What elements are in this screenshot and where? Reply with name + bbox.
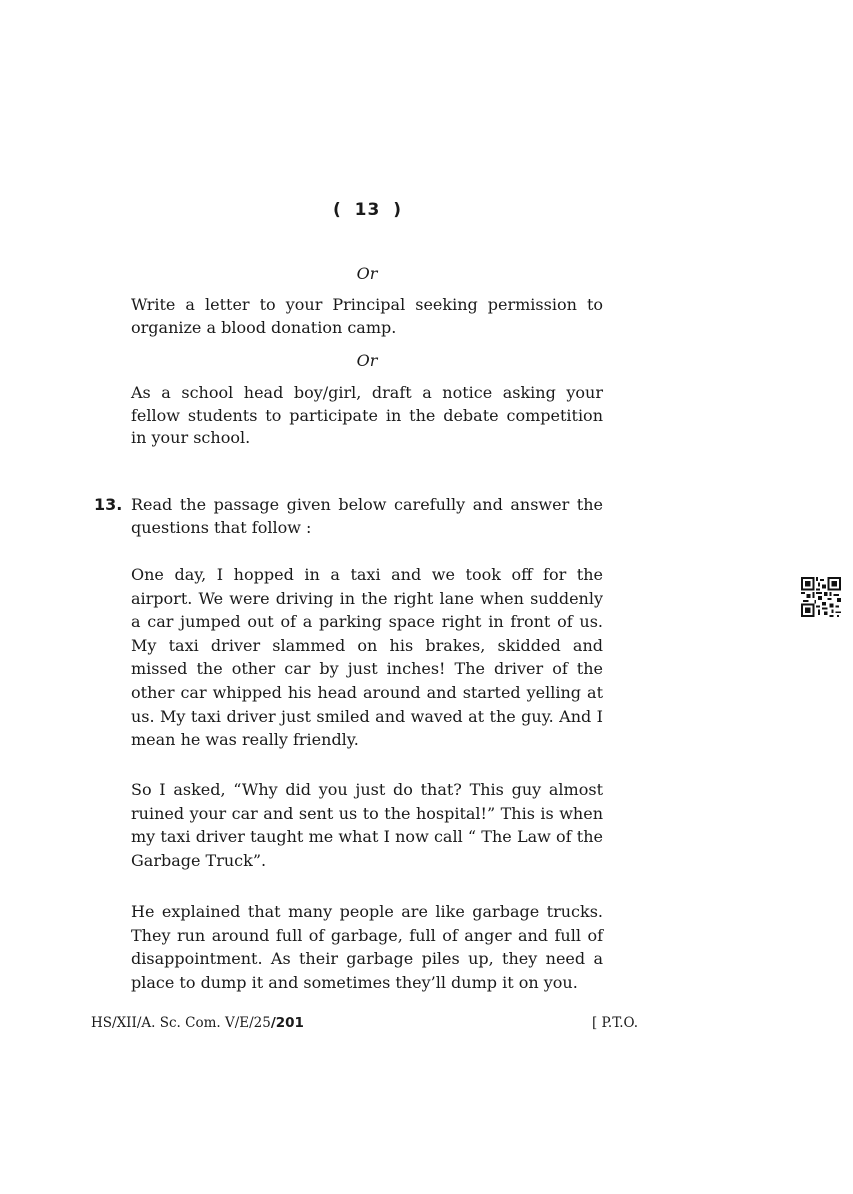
footer-code [91,1015,304,1031]
qr-code-icon [801,577,841,617]
footer-code-prefix: HS/XII/A. Sc. Com. V/E/25 [91,1015,271,1031]
passage-paragraph-2: So I asked, “Why did you just do that? This guy almost ruined your car and sent us to the hospital!” This is when my taxi driver taught me what I now call “ The Law of the Garbage Truck”. [131,780,603,870]
question-text: Read the passage given below carefully and answer the questions that follow : [131,495,603,537]
pto-label: [ P.T.O. [592,1015,639,1031]
page-number: ( 13 ) [332,200,403,220]
passage-paragraph-1: One day, I hopped in a taxi and we took off for the airport. We were driving in the right lane when suddenly a car jumped out of a parking space right in front of us. My taxi driver slammed on his brakes, skidded and missed the other car by just inches! The driver of the other car whipped his head around and started yelling at us. My taxi driver just smiled and waved at the guy. And I mean he was really friendly. [131,565,603,750]
or-separator-2: Or [356,351,378,370]
option-letter: Write a letter to your Principal seeking permission to organize a blood donation camp. [131,295,603,337]
or-separator-1: Or [356,264,378,283]
footer-code-suffix: /201 [270,1015,304,1031]
passage-paragraph-3: He explained that many people are like garbage trucks. They run around full of garbage, full of anger and full of disappointment. As their garbage piles up, they need a place to dump it and sometimes they’ll dump it on you. [131,902,603,992]
option-notice: As a school head boy/girl, draft a notice asking your fellow students to participate in the debate competition in your school. [131,383,603,447]
question-number: 13. [94,495,123,514]
